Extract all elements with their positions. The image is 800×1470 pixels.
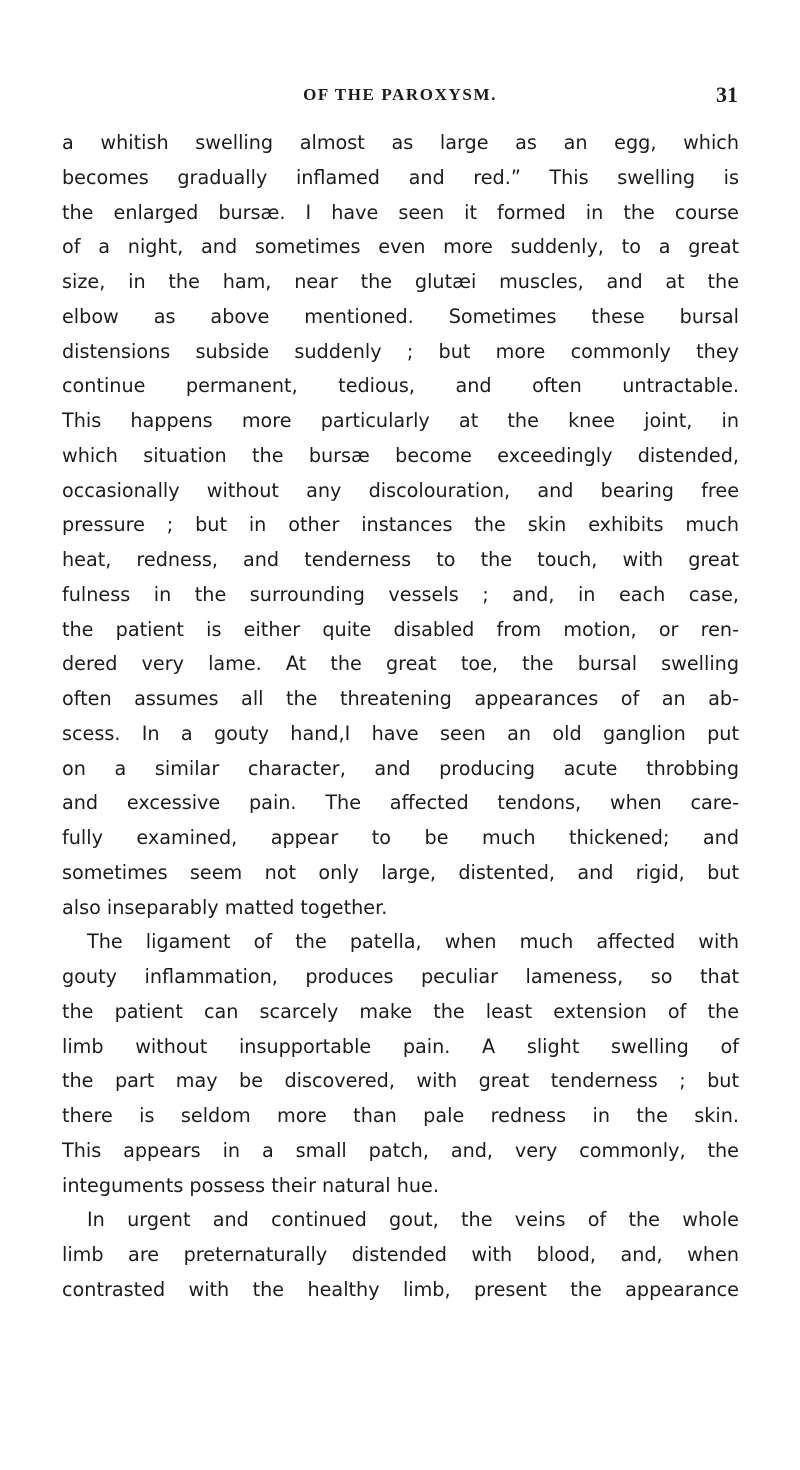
text-line: distensions subside suddenly ; but more commonly they [62,339,739,363]
text-line: the enlarged bursæ. I have seen it formed in the course [62,200,739,224]
text-line: size, in the ham, near the glutæi muscles, and at the [62,270,739,293]
text-line: the patient can scarcely make the least extension of the [62,999,739,1023]
text-line: and excessive pain. The affected tendons, when care- [62,791,739,815]
text-line: contrasted with the healthy limb, present the appearance [62,1277,739,1301]
text-line: elbow as above mentioned. Sometimes these bursal [62,304,739,328]
running-head [62,82,738,115]
text-line: The ligament of the patella, when much affected with [87,930,739,954]
text-line: becomes gradually inflamed and red.” This swelling is [62,165,739,189]
text-line: heat, redness, and tenderness to the touch, with great [62,548,739,571]
text-line: dered very lame. At the great toe, the bursal swelling [62,652,739,676]
text-line: the part may be discovered, with great tenderness ; but [62,1069,739,1093]
page-number: 31 [716,82,738,107]
text-line: integuments possess their natural hue. [62,1173,439,1197]
text-line: In urgent and continued gout, the veins of the whole [87,1208,739,1232]
text-line: often assumes all the threatening appearances of an ab- [62,687,739,710]
text-line: there is seldom more than pale redness in the skin. [62,1104,739,1127]
text-line: sometimes seem not only large, distented, and rigid, but [62,860,739,884]
text-line: This appears in a small patch, and, very commonly, the [62,1138,739,1162]
running-title: OF THE PAROXYSM. [303,85,497,104]
text-line: fulness in the surrounding vessels ; and, in each case, [62,582,739,606]
text-line: of a night, and sometimes even more suddenly, to a great [62,235,739,259]
text-line: which situation the bursæ become exceedingly distended, [62,443,739,467]
text-line: This happens more particularly at the knee joint, in [62,409,739,432]
body-text [62,126,739,1308]
text-line: scess. In a gouty hand,I have seen an old ganglion put [62,721,739,745]
text-line: continue permanent, tedious, and often untractable. [62,374,739,398]
text-line: also inseparably matted together. [62,895,388,919]
text-line: occasionally without any discolouration, and bearing free [62,478,739,502]
text-line: limb are preternaturally distended with blood, and, when [62,1243,739,1266]
text-line: the patient is either quite disabled from motion, or ren- [62,617,739,641]
text-line: fully examined, appear to be much thickened; and [62,826,739,849]
text-line: a whitish swelling almost as large as an egg, which [62,131,739,154]
text-line: pressure ; but in other instances the skin exhibits much [62,513,739,537]
text-line: gouty inflammation, produces peculiar lameness, so that [62,965,739,988]
text-line: limb without insupportable pain. A slight swelling of [62,1034,739,1058]
text-line: on a similar character, and producing acute throbbing [62,756,739,780]
